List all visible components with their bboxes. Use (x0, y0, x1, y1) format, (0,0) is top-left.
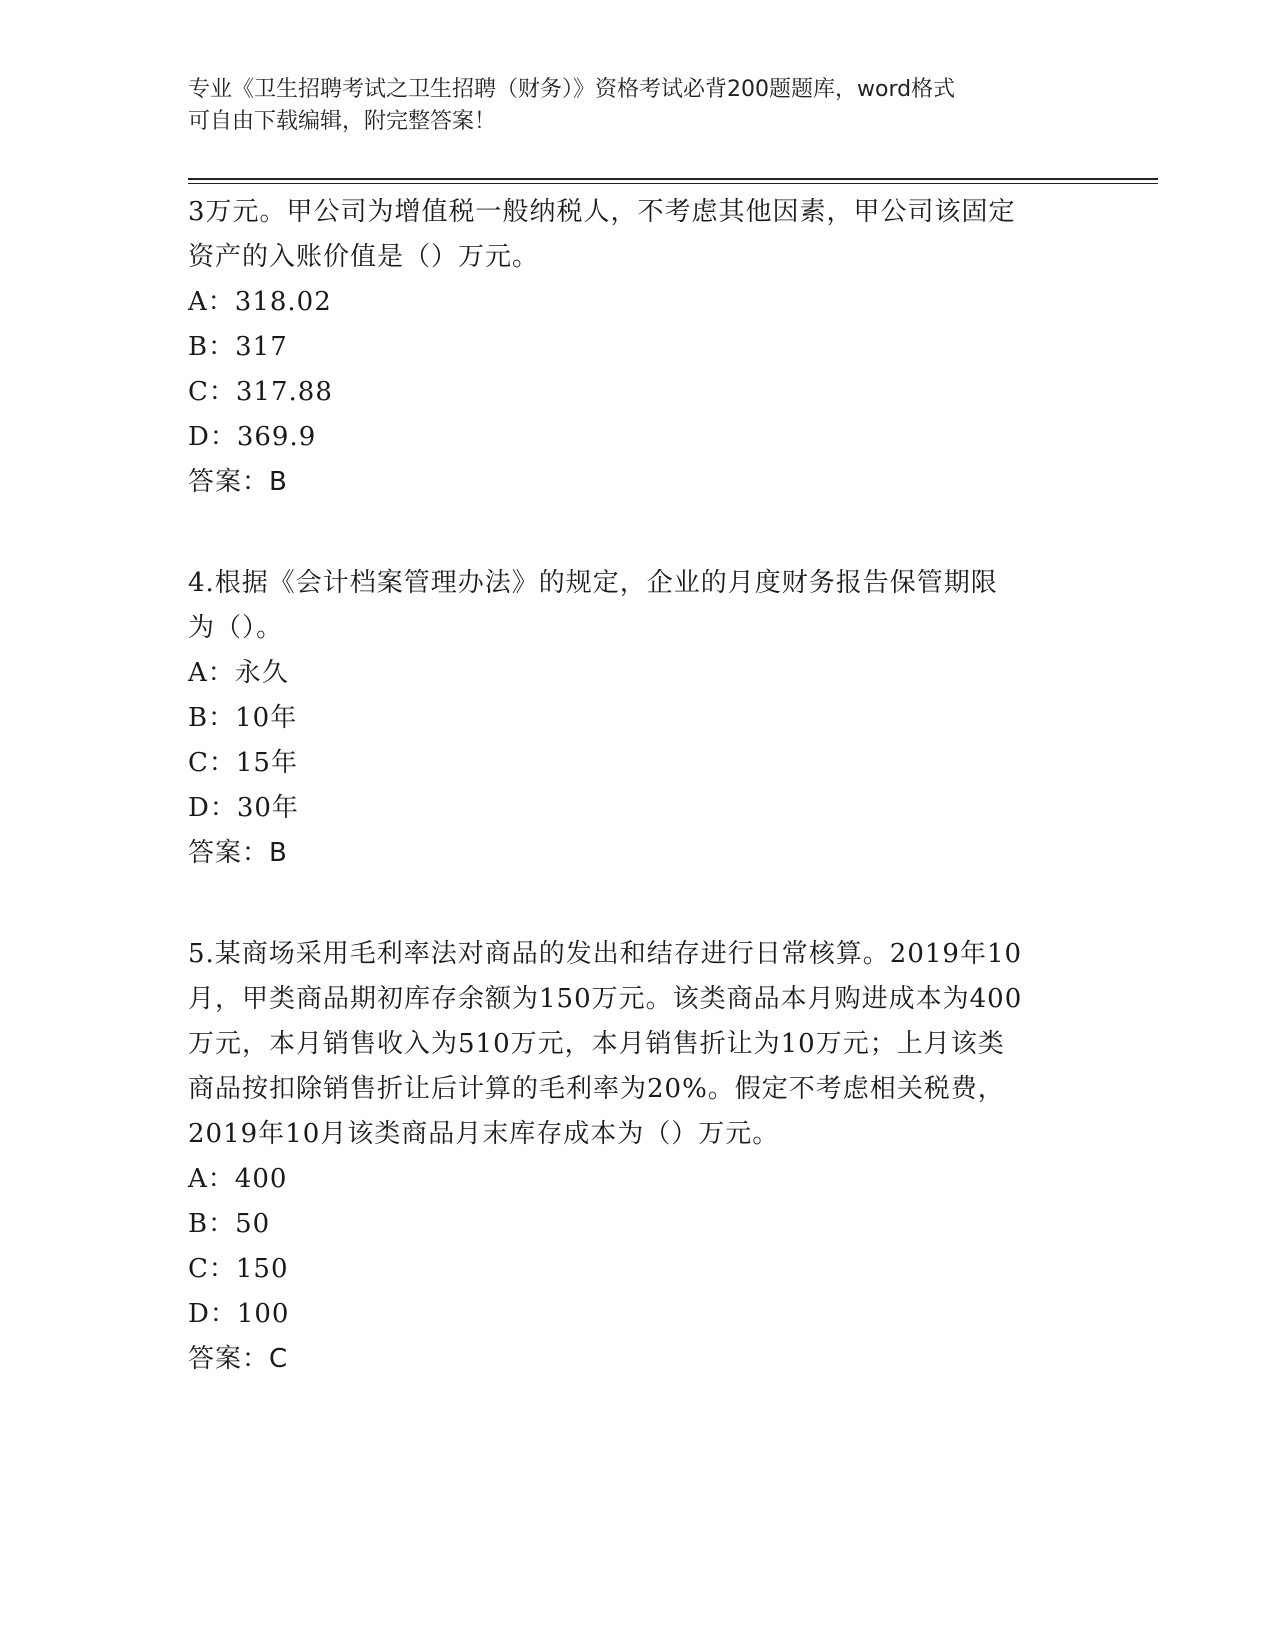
option-c: C：150 (188, 1254, 289, 1284)
option-d: D：369.9 (188, 422, 317, 452)
question-block (188, 190, 1088, 505)
option-b: B：50 (188, 1209, 271, 1239)
option-c: C：15年 (188, 748, 298, 778)
question-block (188, 932, 1088, 1382)
header-divider-thick (188, 178, 1158, 180)
question-spacer (188, 876, 1088, 932)
question-stem-line: 2019年10月该类商品月末库存成本为（）万元。 (188, 1119, 780, 1149)
option-a: A：永久 (188, 658, 289, 688)
answer-label: 答案：B (188, 467, 288, 497)
question-stem-line: 商品按扣除销售折让后计算的毛利率为20%。假定不考虑相关税费， (188, 1074, 1005, 1104)
option-d: D：100 (188, 1299, 290, 1329)
option-b: B：317 (188, 332, 288, 362)
question-list (188, 190, 1088, 1382)
question-stem-line: 月，甲类商品期初库存余额为150万元。该类商品本月购进成本为400 (188, 984, 1023, 1014)
answer-label: 答案：B (188, 838, 288, 868)
question-stem-line: 为（）。 (188, 613, 284, 643)
header-divider-thin (188, 183, 1158, 184)
question-stem-line: 5.某商场采用毛利率法对商品的发出和结存进行日常核算。2019年10 (188, 939, 1023, 969)
option-c: C：317.88 (188, 377, 333, 407)
question-stem-line: 3万元。甲公司为增值税一般纳税人，不考虑其他因素，甲公司该固定 (188, 197, 1016, 227)
question-stem-line: 4.根据《会计档案管理办法》的规定，企业的月度财务报告保管期限 (188, 568, 998, 598)
question-stem-line: 万元，本月销售收入为510万元，本月销售折让为10万元；上月该类 (188, 1029, 1005, 1059)
header-title-line-2: 可自由下载编辑，附完整答案！ (188, 109, 497, 134)
header-title-line-1: 专业《卫生招聘考试之卫生招聘（财务）》资格考试必背200题题库，word格式 (188, 77, 956, 102)
question-spacer (188, 505, 1088, 561)
answer-label: 答案：C (188, 1344, 289, 1374)
option-a: A：318.02 (188, 287, 332, 317)
option-b: B：10年 (188, 703, 298, 733)
question-block (188, 561, 1088, 876)
option-a: A：400 (188, 1164, 288, 1194)
question-stem-line: 资产的入账价值是（）万元。 (188, 242, 540, 272)
option-d: D：30年 (188, 793, 299, 823)
document-header (188, 74, 1088, 138)
